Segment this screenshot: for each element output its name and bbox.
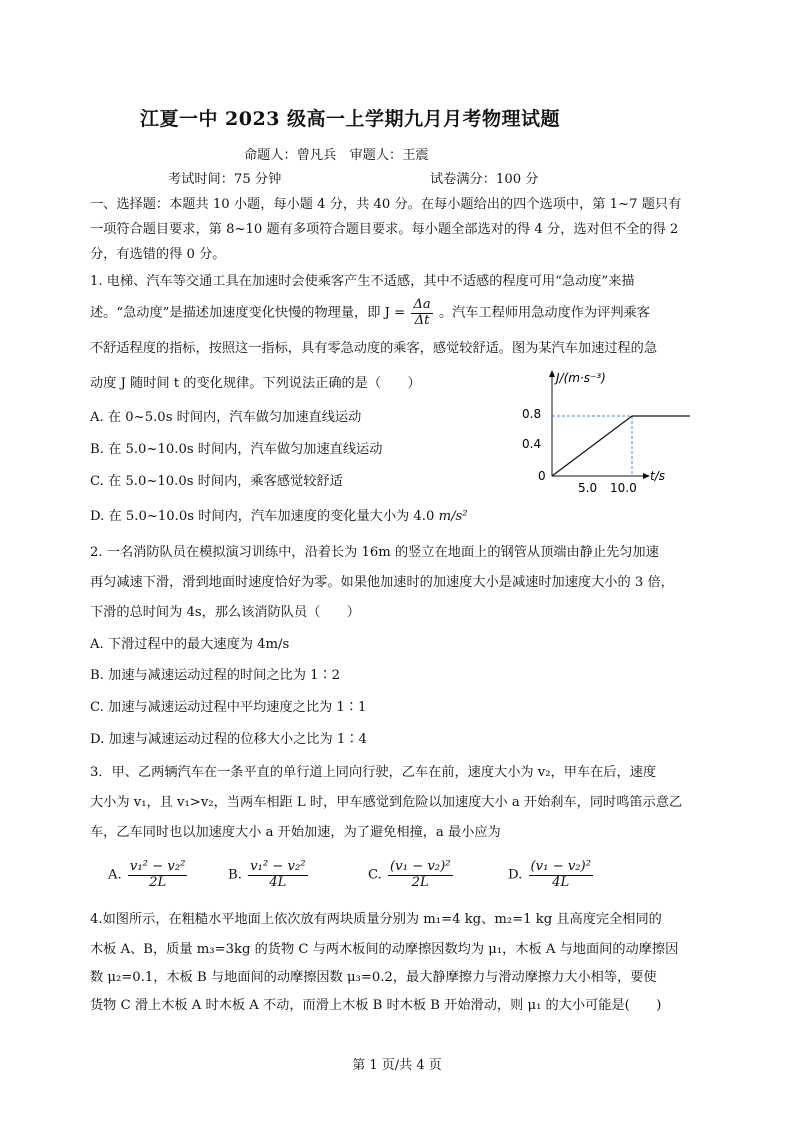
q2-option-c: C. 加速与减速运动过程中平均速度之比为 1∶1: [90, 700, 367, 715]
x-tick-label: 5.0: [578, 481, 598, 495]
section1-line2: 一项符合题目要求，第 8~10 题有多项符合题目要求。每小题全部选对的得 4 分，选对但不全的得 2: [90, 222, 679, 237]
q3-option-b: [228, 860, 310, 890]
q3-option-b-den: 4L: [269, 874, 287, 890]
x-tick-label: 10.0: [610, 481, 637, 495]
section1-line3: 分，有选错的得 0 分。: [90, 247, 226, 262]
q3-line3: 车，乙车同时也以加速度大小 a 开始加速，为了避免相撞，a 最小应为: [90, 825, 501, 840]
y-axis-label: J/(m·s⁻³): [556, 371, 606, 385]
q3-option-d-label: D.: [508, 867, 523, 883]
q4-line3: 数 μ₂=0.1，木板 B 与地面间的动摩擦因数 μ₃=0.2，最大静摩擦力与滑动摩擦力大小相等，要使: [90, 970, 657, 985]
jerk-time-chart: [510, 368, 690, 498]
q3-option-c: [368, 860, 455, 890]
series-line-segment: [552, 416, 632, 476]
y-tick-label: 0.8: [522, 407, 542, 421]
origin-label: 0: [538, 469, 546, 483]
q1-option-c: C. 在 5.0~10.0s 时间内，乘客感觉较舒适: [90, 474, 343, 489]
q3-option-b-label: B.: [228, 867, 242, 883]
y-axis-arrow: [549, 370, 555, 377]
q1-line2-start: 述。“急动度”是描述加速度变化快慢的物理量，即 J =: [90, 305, 406, 321]
q3-option-a-den: 2L: [149, 874, 167, 890]
q3-option-d: [508, 860, 595, 890]
jerk-formula: [411, 298, 432, 328]
exam-time: 考试时间：75 分钟: [168, 172, 282, 187]
q1-line1: 1. 电梯、汽车等交通工具在加速时会使乘客产生不适感，其中不适感的程度可用“急动度”来描: [90, 274, 635, 289]
q3-option-a: [108, 860, 189, 890]
y-tick-label: 0.4: [522, 437, 542, 451]
q2-line3: 下滑的总时间为 4s，那么该消防队员（ ）: [90, 605, 360, 620]
q4-line2: 木板 A、B，质量 m₃=3kg 的货物 C 与两木板间的动摩擦因数均为 μ₁，木板 A 与地面间的动摩擦因: [90, 942, 679, 957]
q1-line2: [90, 298, 650, 328]
full-score: 试卷满分：100 分: [430, 172, 539, 187]
q3-option-a-label: A.: [108, 867, 122, 883]
q3-option-c-fraction: [388, 860, 452, 890]
q1-option-d-text: D. 在 5.0~10.0s 时间内，汽车加速度的变化量大小为 4.0: [90, 509, 435, 524]
page-footer: 第 1 页/共 4 页: [352, 1058, 442, 1073]
q3-line2: 大小为 v₁，且 v₁>v₂，当两车相距 L 时，甲车感觉到危险以加速度大小 a 开始刹车，同时鸣笛示意乙: [90, 795, 683, 810]
q2-option-b: B. 加速与减速运动过程的时间之比为 1∶2: [90, 668, 341, 683]
q2-option-a: A. 下滑过程中的最大速度为 4m/s: [90, 637, 290, 652]
q3-option-c-label: C.: [368, 867, 382, 883]
q1-line4: 动度 J 随时间 t 的变化规律。下列说法正确的是（ ）: [90, 376, 421, 391]
exam-title: 江夏一中 2023 级高一上学期九月月考物理试题: [139, 108, 561, 130]
q3-option-c-num: (v₁ − v₂)²: [390, 859, 451, 874]
q2-option-d: D. 加速与减速运动过程的位移大小之比为 1∶4: [90, 732, 367, 747]
q4-line4: 货物 C 滑上木板 A 时木板 A 不动，而滑上木板 B 时木板 B 开始滑动，则 μ₁ 的大小可能是( ): [90, 998, 662, 1013]
q3-line1: 3．甲、乙两辆汽车在一条平直的单行道上同向行驶，乙车在前，速度大小为 v₂，甲车在后，速度: [90, 765, 657, 780]
q1-option-b: B. 在 5.0~10.0s 时间内，汽车做匀加速直线运动: [90, 442, 383, 457]
q1-option-d: [90, 505, 468, 524]
q3-option-a-num: v₁² − v₂²: [129, 859, 186, 874]
q3-option-b-fraction: [248, 860, 307, 890]
x-axis-label: t/s: [650, 469, 665, 483]
q3-option-c-den: 2L: [411, 874, 429, 890]
q3-option-b-num: v₁² − v₂²: [250, 859, 306, 874]
q4-line1: 4.如图所示，在粗糙水平地面上依次放有两块质量分别为 m₁=4 kg、m₂=1 kg 且高度完全相同的: [90, 912, 662, 927]
q3-option-a-fraction: [128, 860, 187, 890]
jerk-formula-den: Δt: [414, 312, 430, 328]
q1-option-a: A. 在 0~5.0s 时间内，汽车做匀加速直线运动: [90, 410, 362, 425]
x-axis-arrow: [643, 473, 650, 479]
q2-line1: 2. 一名消防队员在模拟演习训练中，沿着长为 16m 的竖立在地面上的钢管从顶端由静止先匀加速: [90, 545, 659, 560]
q3-option-d-num: (v₁ − v₂)²: [530, 859, 591, 874]
authors-line: 命题人：曾凡兵 审题人：王震: [244, 148, 429, 163]
section1-line1: 一、选择题：本题共 10 小题，每小题 4 分，共 40 分。在每小题给出的四个选项中，第 1~7 题只有: [90, 197, 682, 212]
q3-option-d-den: 4L: [552, 874, 570, 890]
q1-line3: 不舒适程度的指标，按照这一指标，具有零急动度的乘客，感觉较舒适。图为某汽车加速过程的急: [90, 341, 658, 356]
q3-option-d-fraction: [529, 860, 593, 890]
q1-option-d-unit: m/s²: [438, 509, 468, 524]
jerk-formula-num: Δa: [413, 297, 431, 312]
q2-line2: 再匀减速下滑，滑到地面时速度恰好为零。如果他加速时的加速度大小是减速时加速度大小的 3 倍，: [90, 575, 674, 590]
q1-line2-end: 。汽车工程师用急动度作为评判乘客: [438, 305, 650, 321]
